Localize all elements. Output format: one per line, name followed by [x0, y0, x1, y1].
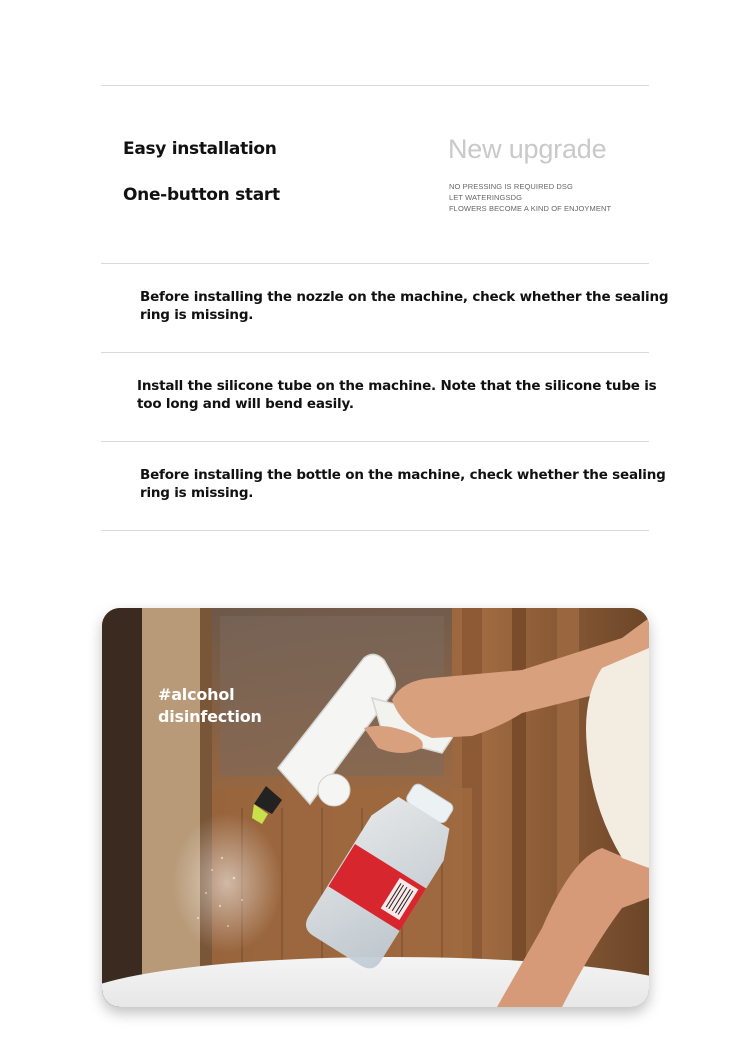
divider-3	[101, 441, 649, 442]
top-divider	[101, 85, 649, 86]
upgrade-line-1: NO PRESSING IS REQUIRED DSG	[449, 182, 573, 191]
step-silicone-tube: Install the silicone tube on the machine. Note that the silicone tube is too long and will bend easily.	[137, 378, 657, 412]
divider-2	[101, 352, 649, 353]
upgrade-title: New upgrade	[448, 134, 607, 164]
divider-4	[101, 530, 649, 531]
upgrade-line-3: FLOWERS BECOME A KIND OF ENJOYMENT	[449, 204, 612, 213]
photo-tag-line-1: #alcohol	[158, 685, 235, 704]
photo-tag-line-2: disinfection	[158, 707, 262, 726]
photo-illustration	[102, 608, 649, 1007]
upgrade-line-2: LET WATERINGSDG	[449, 193, 523, 202]
step-nozzle-check: Before installing the nozzle on the machine, check whether the sealing ring is missing.	[140, 289, 669, 323]
photo-tag	[158, 684, 262, 728]
product-photo	[102, 608, 649, 1007]
step-bottle-check: Before installing the bottle on the machine, check whether the sealing ring is missing.	[140, 467, 666, 501]
feature-easy-installation: Easy installation	[123, 139, 277, 159]
feature-one-button-start: One-button start	[123, 185, 280, 205]
divider-1	[101, 263, 649, 264]
